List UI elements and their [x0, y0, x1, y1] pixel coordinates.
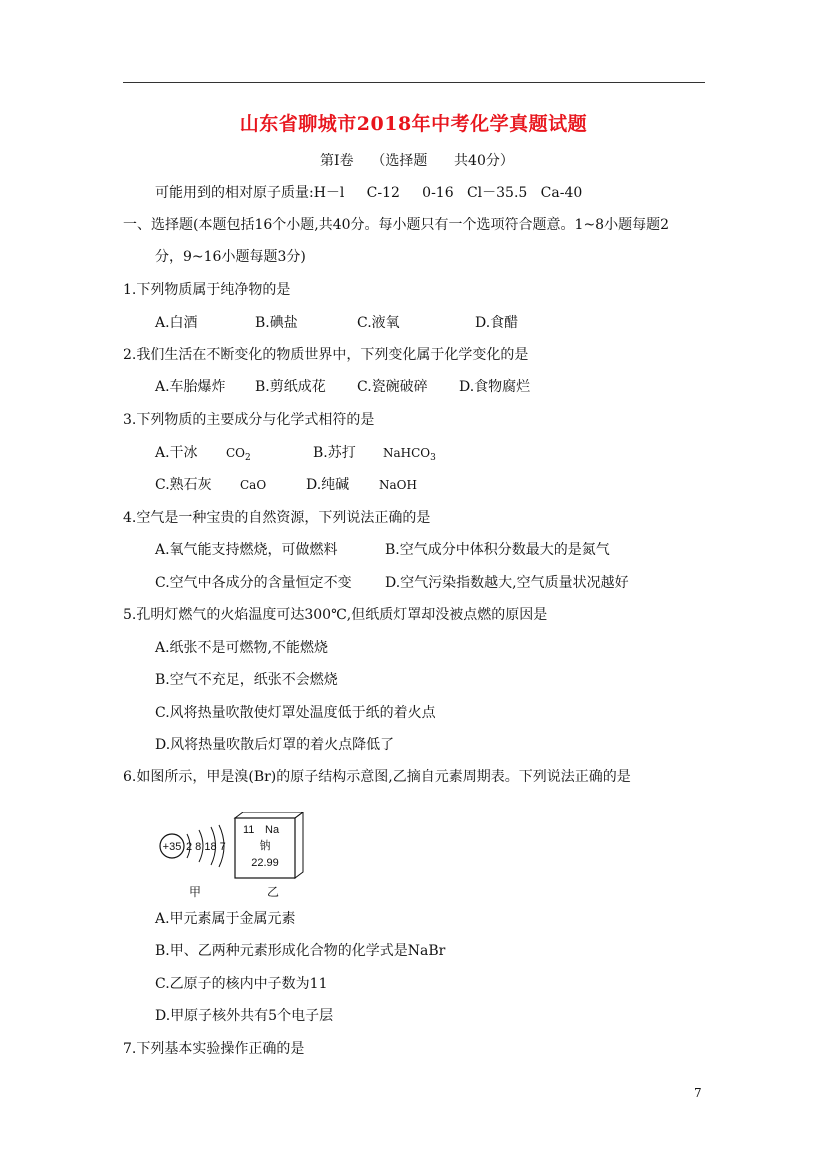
page-title: 山东省聊城市2018年中考化学真题试题: [239, 113, 588, 135]
q2-option-b: B.剪纸成花: [255, 379, 326, 395]
q1-option-a: A.白酒: [155, 315, 198, 331]
q6-option-a: A.甲元素属于金属元素: [155, 911, 296, 927]
q4-option-d: D.空气污染指数越大,空气质量状况越好: [385, 575, 629, 591]
figure-label-jia: 甲: [189, 885, 202, 899]
q3-option-d-label: D.纯碱: [306, 477, 350, 493]
q3-option-b-formula: NaHCO$_3$: [383, 446, 436, 463]
q3-option-c-label: C.熟石灰: [155, 477, 212, 493]
q5-option-d: D.风将热量吹散后灯罩的着火点降低了: [155, 737, 395, 753]
question-4-stem: 4.空气是一种宝贵的自然资源，下列说法正确的是: [123, 510, 431, 526]
q3-option-b-label: B.苏打: [313, 445, 356, 461]
q3-option-a-label: A.干冰: [155, 445, 198, 461]
figure-label-yi: 乙: [267, 885, 280, 899]
section-header: 第Ⅰ卷 （选择题 共40分）: [320, 153, 514, 169]
q3-option-a-formula: $CO_2$: [226, 446, 251, 463]
header-rule: [123, 82, 705, 83]
question-6-stem: 6.如图所示，甲是溴(Br)的原子结构示意图,乙摘自元素周期表。下列说法正确的是: [123, 769, 631, 785]
question-3-stem: 3.下列物质的主要成分与化学式相符的是: [123, 412, 375, 428]
q2-option-a: A.车胎爆炸: [155, 379, 226, 395]
q4-option-a: A.氧气能支持燃烧，可做燃料: [155, 542, 338, 558]
question-5-stem: 5.孔明灯燃气的火焰温度可达300℃,但纸质灯罩却没被点燃的原因是: [123, 607, 548, 623]
sodium-element-card: [235, 812, 303, 878]
q5-option-b: B.空气不充足，纸张不会燃烧: [155, 672, 338, 688]
question-6-figure: [155, 812, 355, 902]
question-2-stem: 2.我们生活在不断变化的物质世界中，下列变化属于化学变化的是: [123, 347, 529, 363]
nucleus-label: +35: [162, 841, 182, 853]
q6-option-d: D.甲原子核外共有5个电子层: [155, 1008, 334, 1024]
element-mass: 22.99: [251, 857, 279, 869]
bromine-atom-diagram: [160, 825, 226, 867]
q4-option-b: B.空气成分中体积分数最大的是氮气: [385, 542, 610, 558]
element-symbol: Na: [265, 824, 280, 836]
q2-option-d: D.食物腐烂: [459, 379, 531, 395]
q3-option-d-formula: NaOH: [379, 478, 417, 492]
q3-option-c-formula: CaO: [240, 478, 267, 492]
q2-option-c: C.瓷碗破碎: [357, 379, 428, 395]
instructions-line-1: 一、选择题(本题包括16个小题,共40分。每小题只有一个选项符合题意。1~8小题每题2: [123, 217, 669, 233]
q4-option-c: C.空气中各成分的含量恒定不变: [155, 575, 352, 591]
q1-option-d: D.食醋: [475, 315, 519, 331]
q5-option-c: C.风将热量吹散使灯罩处温度低于纸的着火点: [155, 705, 436, 721]
electron-shells-label: 2 8 18 7: [186, 841, 226, 853]
atomic-masses-line: 可能用到的相对原子质量:H－l C-12 0-16 Cl－35.5 Ca-40: [155, 185, 583, 201]
q6-option-c: C.乙原子的核内中子数为11: [155, 976, 328, 992]
q5-option-a: A.纸张不是可燃物,不能燃烧: [155, 640, 329, 656]
question-7-stem: 7.下列基本实验操作正确的是: [123, 1041, 305, 1057]
page-number: 7: [694, 1086, 702, 1100]
element-number: 11: [243, 824, 255, 836]
instructions-line-2: 分，9~16小题每题3分): [155, 249, 306, 265]
q1-option-b: B.碘盐: [255, 315, 298, 331]
q6-option-b: B.甲、乙两种元素形成化合物的化学式是NaBr: [155, 943, 446, 959]
q1-option-c: C.液氧: [357, 315, 400, 331]
question-1-stem: 1.下列物质属于纯净物的是: [123, 282, 291, 298]
element-name: 钠: [259, 840, 271, 852]
